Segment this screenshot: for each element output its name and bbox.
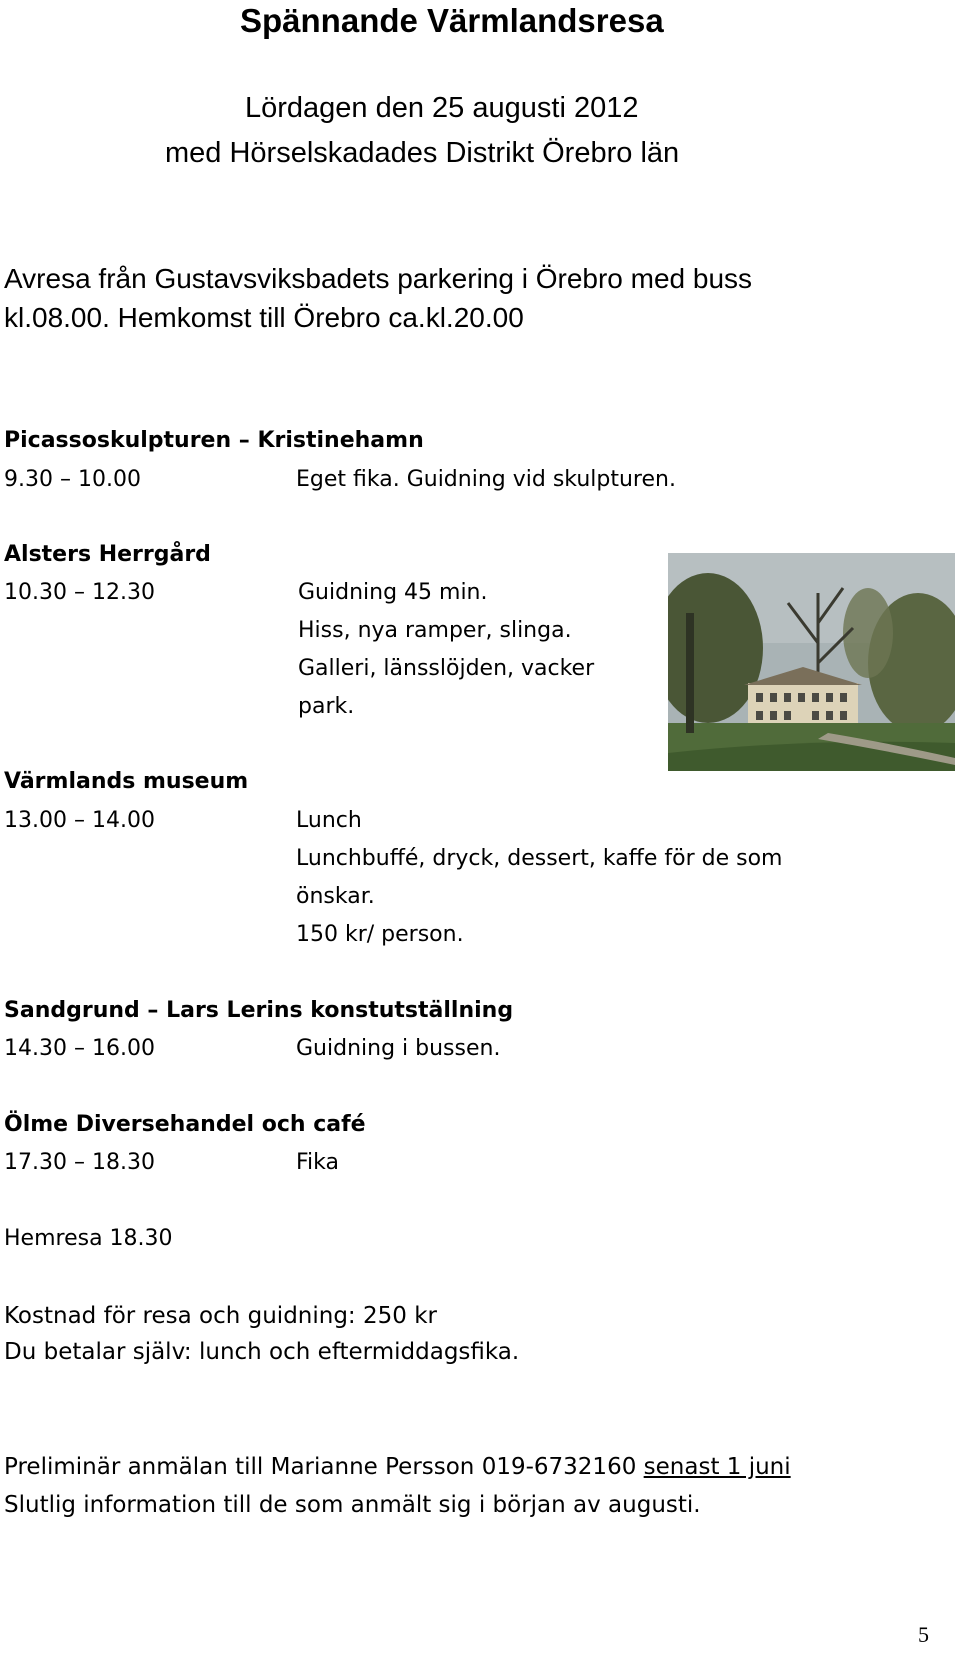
signup-contact: Preliminär anmälan till Marianne Persson 019-6732160 — [4, 1454, 644, 1480]
stop-detail: park. — [298, 694, 355, 719]
manor-house-photo — [668, 553, 955, 771]
stop-heading: Ölme Diversehandel och café — [4, 1112, 366, 1137]
stop-time: 10.30 – 12.30 — [4, 580, 155, 605]
stop-detail: 150 kr/ person. — [296, 922, 464, 947]
stop-detail: Guidning 45 min. — [298, 580, 488, 605]
stop-detail: Fika — [296, 1150, 340, 1175]
departure-line: Avresa från Gustavsviksbadets parkering i Örebro med buss — [4, 263, 753, 294]
signup-line — [4, 1454, 791, 1480]
stop-time: 14.30 – 16.00 — [4, 1036, 155, 1061]
stop-detail: Guidning i bussen. — [296, 1036, 501, 1061]
stop-detail: Eget fika. Guidning vid skulpturen. — [296, 467, 676, 492]
return-line: kl.08.00. Hemkomst till Örebro ca.kl.20.00 — [4, 302, 524, 333]
stop-time: 13.00 – 14.00 — [4, 808, 155, 833]
stop-detail: önskar. — [296, 884, 375, 909]
stop-detail: Galleri, länsslöjden, vacker — [298, 656, 595, 681]
self-pay-line: Du betalar själv: lunch och eftermiddagsfika. — [4, 1339, 520, 1365]
stop-heading: Värmlands museum — [4, 769, 249, 794]
stop-heading: Alsters Herrgård — [4, 542, 211, 567]
signup-deadline: senast 1 juni — [643, 1454, 791, 1480]
stop-heading: Picassoskulpturen – Kristinehamn — [4, 428, 424, 453]
return-trip: Hemresa 18.30 — [4, 1226, 173, 1251]
stop-heading: Sandgrund – Lars Lerins konstutställning — [4, 998, 514, 1023]
event-organizer: med Hörselskadades Distrikt Örebro län — [165, 137, 680, 169]
stop-time: 9.30 – 10.00 — [4, 467, 141, 492]
final-info-line: Slutlig information till de som anmält sig i början av augusti. — [4, 1492, 701, 1518]
stop-detail: Hiss, nya ramper, slinga. — [298, 618, 572, 643]
cost-line: Kostnad för resa och guidning: 250 kr — [4, 1303, 437, 1329]
page-number: 5 — [918, 1622, 929, 1647]
stop-detail: Lunchbuffé, dryck, dessert, kaffe för de som — [296, 846, 783, 871]
stop-detail: Lunch — [296, 808, 362, 833]
event-date: Lördagen den 25 augusti 2012 — [245, 92, 639, 124]
page-title: Spännande Värmlandsresa — [240, 2, 664, 39]
stop-time: 17.30 – 18.30 — [4, 1150, 155, 1175]
